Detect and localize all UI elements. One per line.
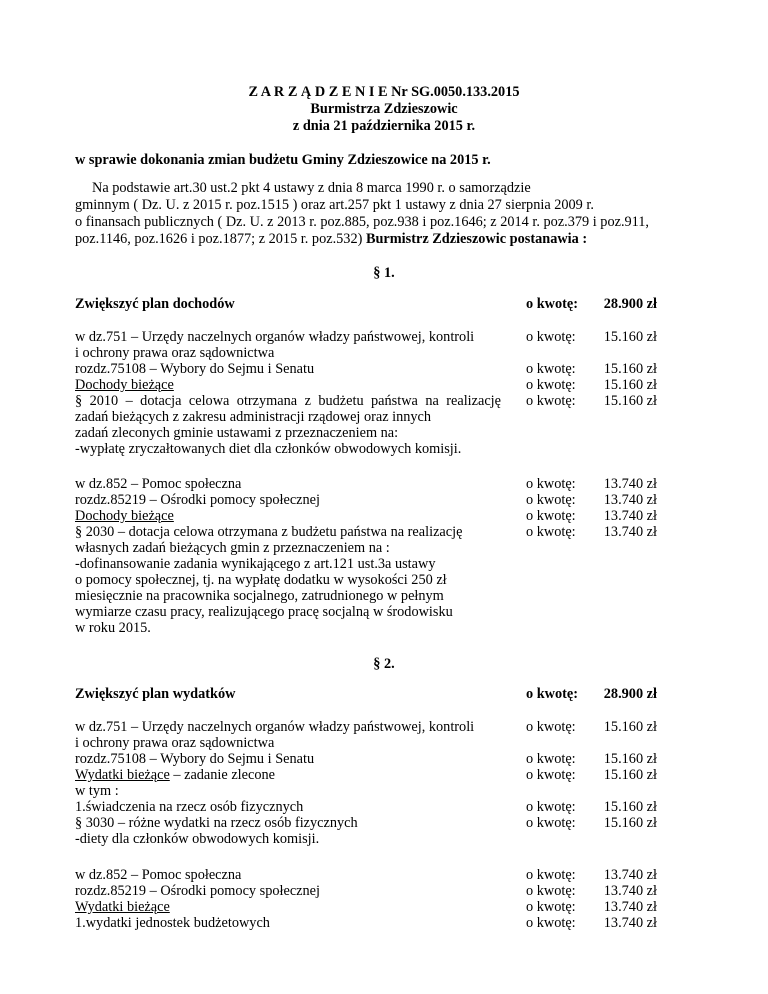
s2-g2-line-4: 1.wydatki jednostek budżetowych — [75, 915, 270, 931]
s2-g1-amount-value: 15.160 zł — [603, 799, 657, 815]
s1-g2-line-6: -dofinansowanie zadania wynikającego z art.121 ust.3a ustawy — [75, 556, 436, 572]
s1-g2-amount-value: 13.740 zł — [603, 476, 657, 492]
s1-g2-line-7: o pomocy społecznej, tj. na wypłatę dodatku w wysokości 250 zł — [75, 572, 447, 588]
s2-g1-line-7: § 3030 – różne wydatki na rzecz osób fizycznych — [75, 815, 358, 831]
s2-g1-amount-label: o kwotę: — [526, 767, 576, 783]
s1-g2-amount-label: o kwotę: — [526, 492, 576, 508]
s2-g1-amount-label: o kwotę: — [526, 799, 576, 815]
s2-g1-line-2: i ochrony prawa oraz sądownictwa — [75, 735, 275, 751]
s1-g1-line-2: i ochrony prawa oraz sądownictwa — [75, 345, 275, 361]
section-1-total-value: 28.900 zł — [603, 296, 657, 312]
s2-g1-line-4-rest: – zadanie zlecone — [169, 767, 275, 783]
s2-g1-amount-value: 15.160 zł — [603, 751, 657, 767]
s2-g1-amount-value: 15.160 zł — [603, 719, 657, 735]
s2-g1-amount-label: o kwotę: — [526, 751, 576, 767]
section-2-total-value: 28.900 zł — [603, 686, 657, 702]
s1-g2-amount-value: 13.740 zł — [603, 524, 657, 540]
s2-g2-amount-value: 13.740 zł — [603, 899, 657, 915]
s1-g2-amount-label: o kwotę: — [526, 508, 576, 524]
s2-g1-amount-value: 15.160 zł — [603, 767, 657, 783]
s1-g1-amount-value: 15.160 zł — [603, 329, 657, 345]
s2-g1-line-5: w tym : — [75, 783, 119, 799]
section-2-total-label: o kwotę: — [526, 686, 579, 702]
preamble-decision: Burmistrz Zdzieszowic postanawia : — [365, 231, 588, 247]
s1-g2-amount-label: o kwotę: — [526, 476, 576, 492]
section-1-title: Zwiększyć plan dochodów — [75, 296, 235, 312]
s1-g1-amount-value: 15.160 zł — [603, 361, 657, 377]
document-title: Z A R Z Ą D Z E N I E Nr SG.0050.133.2015 — [248, 84, 520, 100]
document-issuer: Burmistrza Zdzieszowic — [310, 101, 458, 117]
section-2-heading: § 2. — [373, 656, 395, 672]
s2-g2-amount-value: 13.740 zł — [603, 915, 657, 931]
s2-g1-line-4-underlined: Wydatki bieżące — [75, 767, 170, 783]
s1-g2-line-9: wymiarze czasu pracy, realizującego pracę socjalną w środowisku — [75, 604, 453, 620]
s1-g2-amount-value: 13.740 zł — [603, 492, 657, 508]
s1-g2-line-3: Dochody bieżące — [75, 508, 174, 524]
s1-g1-line-6: zadań bieżących z zakresu administracji rządowej oraz innych — [75, 409, 432, 425]
s2-g1-line-8: -diety dla członków obwodowych komisji. — [75, 831, 320, 847]
s1-g1-line-7: zadań zleconych gminie ustawami z przeznaczeniem na: — [75, 425, 399, 441]
s1-g2-line-10: w roku 2015. — [75, 620, 151, 636]
s1-g2-amount-label: o kwotę: — [526, 524, 576, 540]
document-date: z dnia 21 października 2015 r. — [292, 118, 476, 134]
s1-g1-line-8: -wypłatę zryczałtowanych diet dla członków obwodowych komisji. — [75, 441, 462, 457]
s2-g2-amount-label: o kwotę: — [526, 899, 576, 915]
s2-g2-amount-label: o kwotę: — [526, 915, 576, 931]
s1-g2-line-1: w dz.852 – Pomoc społeczna — [75, 476, 242, 492]
s1-g1-amount-label: o kwotę: — [526, 361, 576, 377]
s2-g1-line-3: rozdz.75108 – Wybory do Sejmu i Senatu — [75, 751, 315, 767]
s2-g2-amount-label: o kwotę: — [526, 883, 576, 899]
s1-g1-amount-label: o kwotę: — [526, 377, 576, 393]
s1-g2-line-4: § 2030 – dotacja celowa otrzymana z budżetu państwa na realizację — [75, 524, 463, 540]
s2-g2-line-2: rozdz.85219 – Ośrodki pomocy społecznej — [75, 883, 320, 899]
s1-g2-line-2: rozdz.85219 – Ośrodki pomocy społecznej — [75, 492, 320, 508]
preamble-line-1: Na podstawie art.30 ust.2 pkt 4 ustawy z dnia 8 marca 1990 r. o samorządzie — [92, 180, 531, 196]
s2-g2-amount-label: o kwotę: — [526, 867, 576, 883]
s2-g1-line-1: w dz.751 – Urzędy naczelnych organów władzy państwowej, kontroli — [75, 719, 475, 735]
s2-g2-line-1: w dz.852 – Pomoc społeczna — [75, 867, 242, 883]
s2-g1-line-6: 1.świadczenia na rzecz osób fizycznych — [75, 799, 304, 815]
s1-g2-line-8: miesięcznie na pracownika socjalnego, zatrudnionego w pełnym — [75, 588, 444, 604]
s2-g1-amount-label: o kwotę: — [526, 815, 576, 831]
preamble-line-3: o finansach publicznych ( Dz. U. z 2013 r. poz.885, poz.938 i poz.1646; z 2014 r. poz.379 i poz.911, — [75, 214, 650, 230]
s1-g1-line-4: Dochody bieżące — [75, 377, 174, 393]
preamble-line-4 — [75, 231, 587, 247]
s1-g1-line-1: w dz.751 – Urzędy naczelnych organów władzy państwowej, kontroli — [75, 329, 475, 345]
s2-g1-amount-label: o kwotę: — [526, 719, 576, 735]
section-1-total-label: o kwotę: — [526, 296, 579, 312]
s1-g1-amount-value: 15.160 zł — [603, 393, 657, 409]
preamble-line-4-text: poz.1146, poz.1626 i poz.1877; z 2015 r. poz.532) — [75, 231, 363, 247]
document-subject: w sprawie dokonania zmian budżetu Gminy Zdzieszowice na 2015 r. — [75, 152, 491, 168]
s1-g2-amount-value: 13.740 zł — [603, 508, 657, 524]
s2-g2-amount-value: 13.740 zł — [603, 883, 657, 899]
section-1-heading: § 1. — [373, 265, 395, 281]
s2-g2-amount-value: 13.740 zł — [603, 867, 657, 883]
section-2-title: Zwiększyć plan wydatków — [75, 686, 236, 702]
s2-g2-line-3: Wydatki bieżące — [75, 899, 170, 915]
preamble-line-2: gminnym ( Dz. U. z 2015 r. poz.1515 ) oraz art.257 pkt 1 ustawy z dnia 27 sierpnia 2009 r. — [75, 197, 594, 213]
s2-g1-amount-value: 15.160 zł — [603, 815, 657, 831]
s1-g1-amount-label: o kwotę: — [526, 393, 576, 409]
s1-g1-amount-value: 15.160 zł — [603, 377, 657, 393]
s1-g2-line-5: własnych zadań bieżących gmin z przeznaczeniem na : — [75, 540, 390, 556]
s2-g1-line-4 — [75, 767, 275, 783]
s1-g1-amount-label: o kwotę: — [526, 329, 576, 345]
s1-g1-line-3: rozdz.75108 – Wybory do Sejmu i Senatu — [75, 361, 315, 377]
s1-g1-line-5: § 2010 – dotacja celowa otrzymana z budżetu państwa na realizację — [75, 393, 501, 409]
